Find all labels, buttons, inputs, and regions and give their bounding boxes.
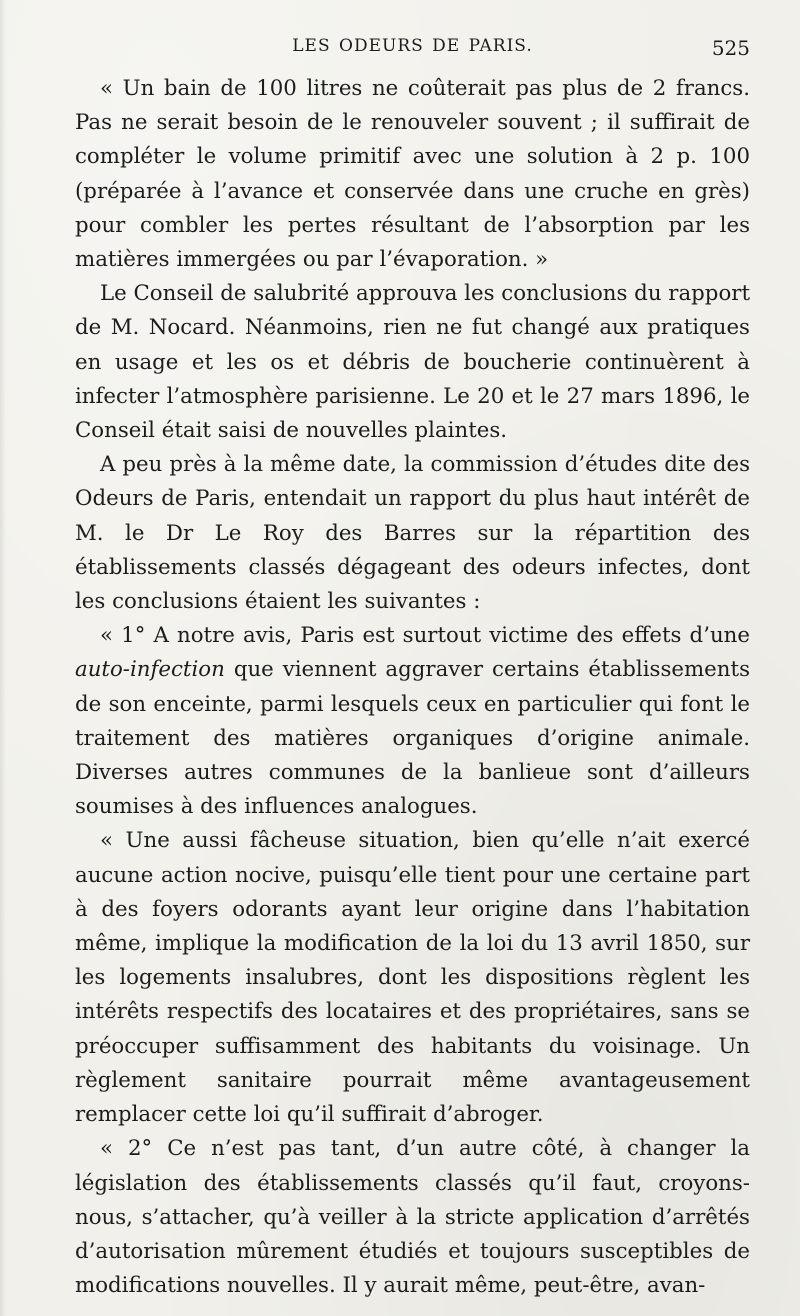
italic-term: auto-infection: [75, 657, 225, 683]
paragraph-conclusion-1: [75, 619, 750, 824]
page-number: 525: [711, 36, 750, 60]
paragraph-situation: « Une aussi fâcheuse situation, bien qu’elle n’ait exercé aucune action nocive, puisqu’elle tient pour une certaine part à des foyers odorants ayant leur origine dans l’habitation même, implique la modification de la loi du 13 avril 1850, sur les logements insalubres, dont les dispositions règlent les intérêts respectifs des locataires et des propriétaires, sans se préoccuper suffisamment des habitants du voisinage. Un règlement sanitaire pourrait même avantageusement remplacer cette loi qu’il suffirait d’abroger.: [75, 828, 750, 1128]
paragraph-conclusion-1-end: que viennent aggraver certains établissements de son enceinte, parmi lesquels ceux en particulier qui font le traitement des matières organiques d’origine animale. Diverses autres communes de la banlieue sont d’ailleurs soumises à des influences analogues.: [75, 657, 750, 820]
paragraph-conseil-salubrite: Le Conseil de salubrité approuva les conclusions du rapport de M. Nocard. Néanmoins, rien ne fut changé aux pratiques en usage et les os et débris de boucherie continuèrent à infecter l’atmosphère parisienne. Le 20 et le 27 mars 1896, le Conseil était saisi de nouvelles plaintes.: [75, 281, 751, 444]
paragraph-commission-odeurs: A peu près à la même date, la commission d’études dite des Odeurs de Paris, entendait un rapport du plus haut intérêt de M. le Dr Le Roy des Barres sur la répartition des établissements classés dégageant des odeurs infectes, dont les conclusions étaient les suivantes :: [75, 452, 750, 615]
scan-shadow: [0, 0, 6, 1316]
running-title: LES ODEURS DE PARIS.: [292, 36, 533, 56]
running-head: [75, 36, 750, 60]
paragraph-conclusion-2: « 2° Ce n’est pas tant, d’un autre côté, à changer la législation des établissements classés qu’il faut, croyons-nous, s’attacher, qu’à veiller à la stricte application d’arrêtés d’autorisation mûrement étudiés et toujours susceptibles de modifications nouvelles. Il y aurait même, peut-être, avan-: [75, 1136, 750, 1299]
body-text: [75, 72, 750, 1303]
paragraph-conclusion-1-start: « 1° A notre avis, Paris est surtout victime des effets d’une: [100, 623, 750, 649]
paragraph-quote-bath: « Un bain de 100 litres ne coûterait pas plus de 2 francs. Pas ne serait besoin de le renouveler souvent ; il suffirait de compléter le volume primitif avec une solution à 2 p. 100 (préparée à l’avance et conservée dans une cruche en grès) pour combler les pertes résultant de l’absorption par les matières immergées ou par l’évaporation. »: [75, 76, 750, 273]
